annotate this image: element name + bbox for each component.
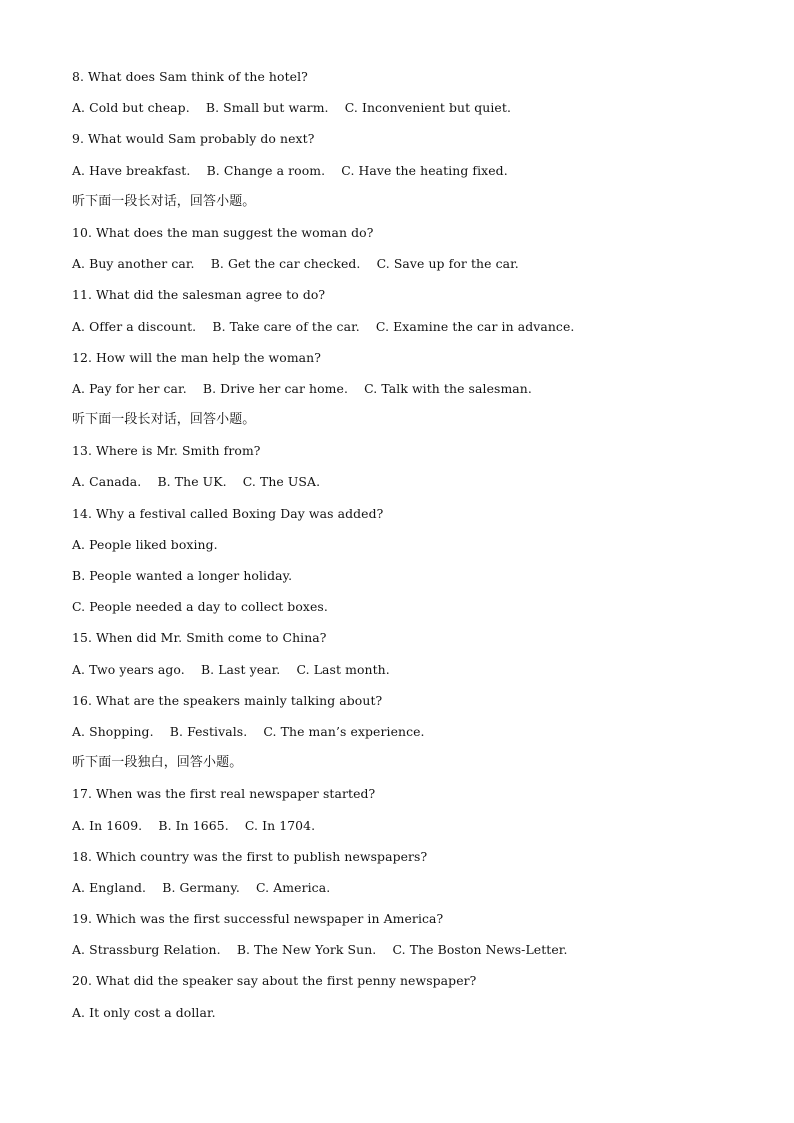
question-18: 18. Which country was the first to publish newspapers? <box>72 848 428 864</box>
options-12: A. Pay for her car. B. Drive her car home. C. Talk with the salesman. <box>72 380 532 396</box>
section-instruction: 听下面一段长对话，回答小题。 <box>72 412 256 428</box>
options-15: A. Two years ago. B. Last year. C. Last month. <box>72 661 390 677</box>
question-11: 11. What did the salesman agree to do? <box>72 287 326 303</box>
options-11: A. Offer a discount. B. Take care of the car. C. Examine the car in advance. <box>72 318 575 334</box>
question-8: 8. What does Sam think of the hotel? <box>72 69 308 84</box>
option-14-b: B. People wanted a longer holiday. <box>72 568 293 583</box>
options-8: A. Cold but cheap. B. Small but warm. C. Inconvenient but quiet. <box>72 100 511 116</box>
options-13: A. Canada. B. The UK. C. The USA. <box>72 474 321 490</box>
question-15: 15. When did Mr. Smith come to China? <box>72 630 327 646</box>
question-9: 9. What would Sam probably do next? <box>72 131 315 147</box>
options-18: A. England. B. Germany. C. America. <box>72 879 331 895</box>
options-10: A. Buy another car. B. Get the car checked. C. Save up for the car. <box>72 256 519 272</box>
question-17: 17. When was the first real newspaper started? <box>72 786 376 802</box>
options-16: A. Shopping. B. Festivals. C. The man’s experience. <box>72 723 425 739</box>
section-instruction: 听下面一段长对话，回答小题。 <box>72 193 256 209</box>
question-list <box>72 68 732 1035</box>
question-13: 13. Where is Mr. Smith from? <box>72 443 261 459</box>
question-16: 16. What are the speakers mainly talking about? <box>72 692 383 708</box>
option-20-a: A. It only cost a dollar. <box>72 1004 216 1020</box>
options-17: A. In 1609. B. In 1665. C. In 1704. <box>72 817 316 833</box>
question-10: 10. What does the man suggest the woman do? <box>72 224 374 240</box>
question-14: 14. Why a festival called Boxing Day was added? <box>72 505 384 521</box>
question-12: 12. How will the man help the woman? <box>72 349 321 365</box>
option-14-a: A. People liked boxing. <box>72 536 218 552</box>
section-instruction: 听下面一段独白，回答小题。 <box>72 755 243 771</box>
option-14-c: C. People needed a day to collect boxes. <box>72 599 328 615</box>
question-20: 20. What did the speaker say about the first penny newspaper? <box>72 973 477 989</box>
options-19: A. Strassburg Relation. B. The New York Sun. C. The Boston News-Letter. <box>72 942 568 958</box>
options-9: A. Have breakfast. B. Change a room. C. Have the heating fixed. <box>72 162 508 178</box>
question-19: 19. Which was the first successful newspaper in America? <box>72 911 444 927</box>
